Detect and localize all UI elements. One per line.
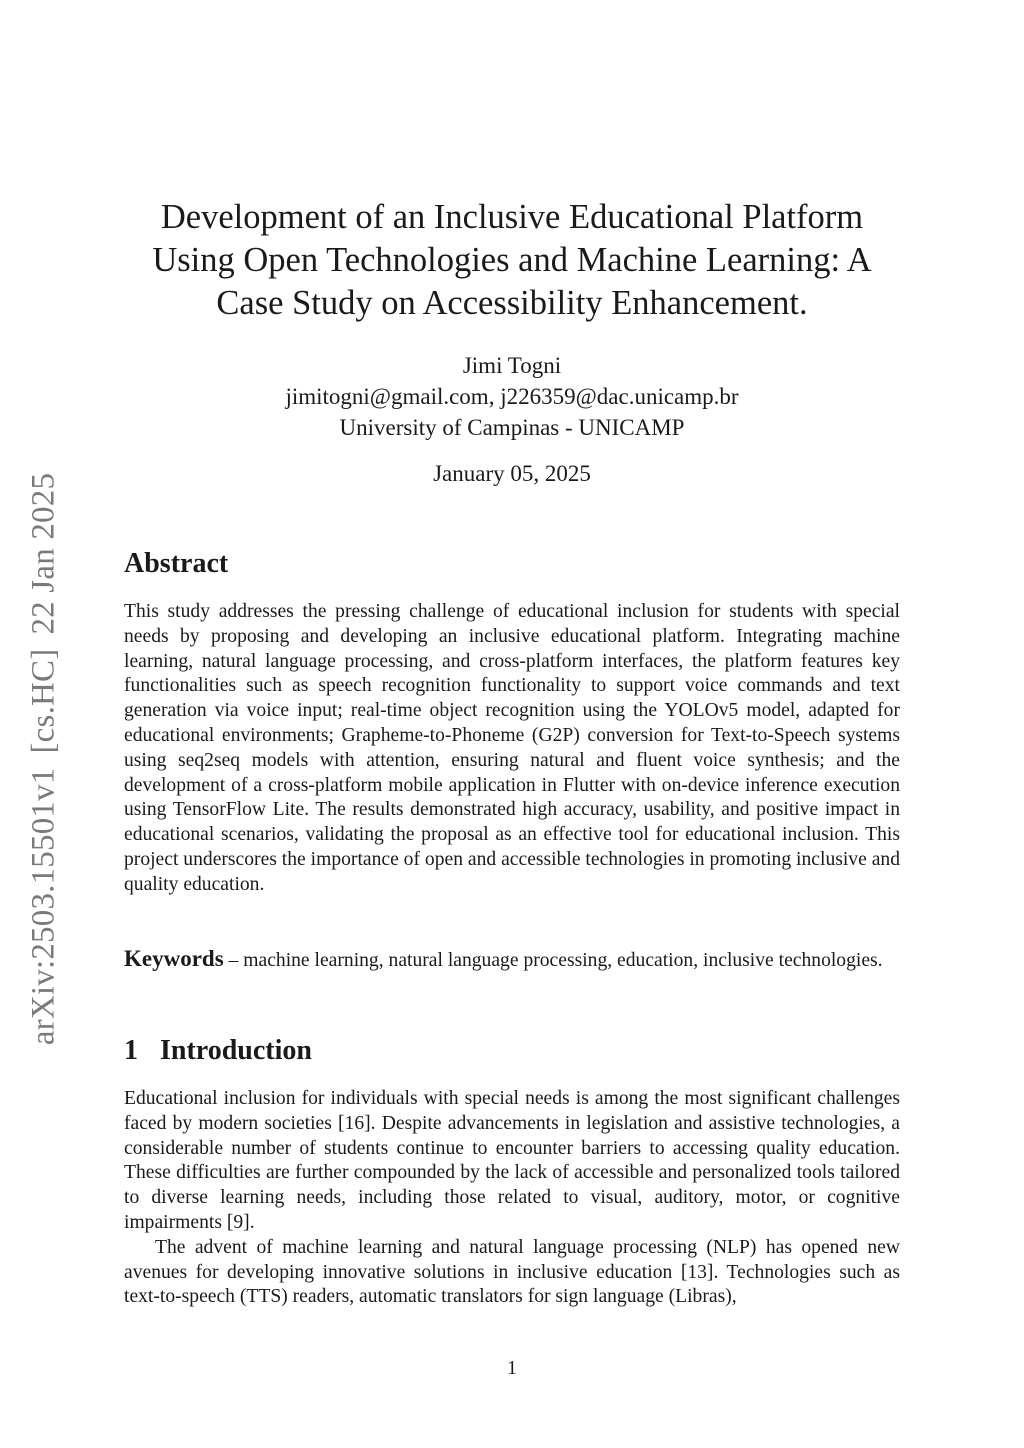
paragraph: Educational inclusion for individuals with special needs is among the most significant challenges faced by modern societies [16]. Despite advancements in legislation and assistive technologies, a considerable number of students continue to encounter barriers to accessing quality education. These difficulties are further compounded by the lack of accessible and personalized tools tailored to diverse learning needs, including those related to visual, auditory, motor, or cognitive impairments [9].: [124, 1088, 900, 1233]
author-affiliation: University of Campinas - UNICAMP: [339, 415, 685, 440]
title-line: Case Study on Accessibility Enhancement.: [216, 284, 808, 322]
author-emails: jimitogni@gmail.com, j226359@dac.unicamp.br: [285, 384, 739, 409]
paper-title: [124, 196, 900, 325]
section-title: Introduction: [160, 1035, 312, 1066]
paragraph: The advent of machine learning and natural language processing (NLP) has opened new avenues for developing innovative solutions in inclusive education [13]. Technologies such as text-to-speech (TTS) readers, automatic translators for sign language (Libras),: [124, 1236, 900, 1308]
keywords-label: Keywords: [124, 946, 224, 971]
author-block: [124, 350, 900, 443]
title-line: Development of an Inclusive Educational Platform: [160, 198, 864, 236]
arxiv-category: [cs.HC]: [25, 648, 62, 754]
abstract-heading: Abstract: [124, 548, 229, 579]
title-line: Using Open Technologies and Machine Learning: A: [152, 241, 872, 279]
section-heading-introduction: [124, 1035, 312, 1067]
keywords-separator: –: [223, 950, 244, 971]
keywords-text: machine learning, natural language processing, education, inclusive technologies.: [243, 950, 883, 971]
introduction-body: [124, 1087, 900, 1310]
section-number: 1: [124, 1035, 138, 1066]
arxiv-date: 22 Jan 2025: [25, 472, 62, 635]
paper-date: January 05, 2025: [433, 461, 591, 486]
author-name: Jimi Togni: [462, 353, 562, 378]
arxiv-id: arXiv:2503.15501v1: [25, 767, 62, 1046]
abstract-text: This study addresses the pressing challenge of educational inclusion for students with special needs by proposing and developing an inclusive educational platform. Integrating machine learning, natural language processing, and cross-platform interfaces, the platform features key functionalities such as speech recognition functionality to support voice commands and text generation via voice input; real-time object recognition using the YOLOv5 model, adapted for educational environments; Grapheme-to-Phoneme (G2P) conversion for Text-to-Speech systems using seq2seq models with attention, ensuring natural and fluent voice synthesis; and the development of a cross-platform mobile application in Flutter with on-device inference execution using TensorFlow Lite. The results demonstrated high accuracy, usability, and positive impact in educational scenarios, validating the proposal as an effective tool for educational inclusion. This project underscores the importance of open and accessible technologies in promoting inclusive and quality education.: [124, 601, 900, 895]
arxiv-stamp: [26, 459, 63, 1045]
keywords: [124, 946, 900, 973]
page-number: 1: [507, 1358, 517, 1379]
